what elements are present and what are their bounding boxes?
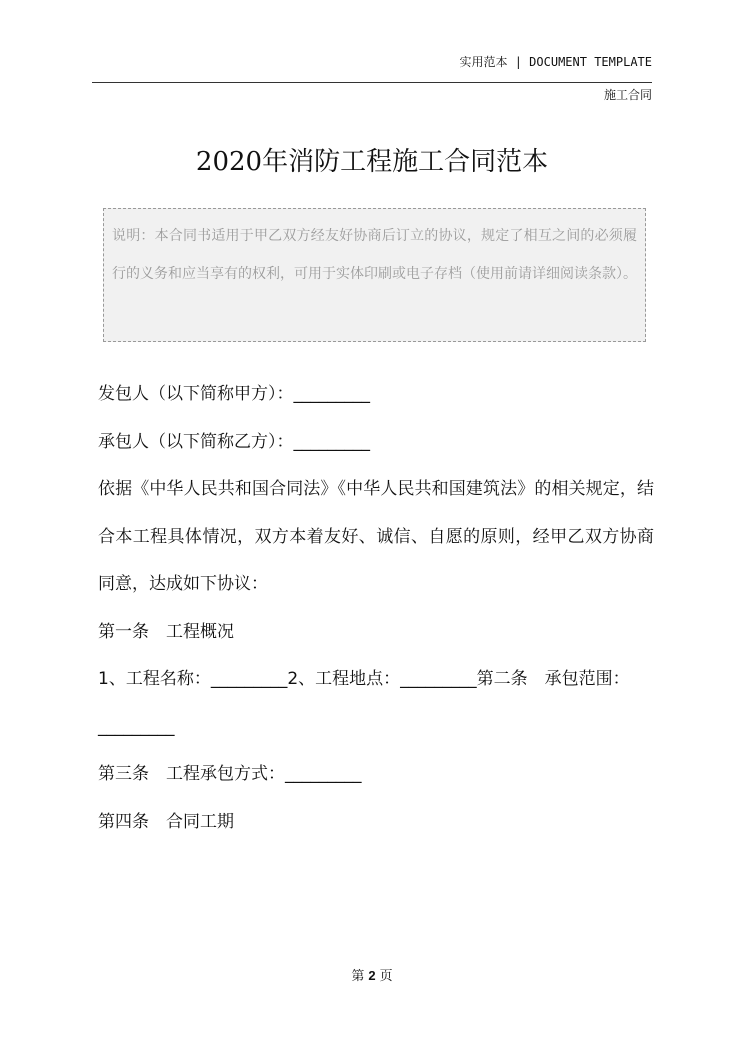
page-footer xyxy=(0,965,744,984)
paragraph-project-info: 1、工程名称：_________2、工程地点：_________第二条 承包范围： xyxy=(98,669,630,689)
paragraph-article-1: 第一条 工程概况 xyxy=(98,621,234,642)
paragraph-party-a: 发包人（以下简称甲方）：_________ xyxy=(98,384,370,404)
footer-suffix: 页 xyxy=(379,969,393,984)
document-body xyxy=(98,371,654,846)
paragraph-article-3: 第三条 工程承包方式：_________ xyxy=(98,764,362,784)
note-box xyxy=(103,208,646,342)
footer-prefix: 第 xyxy=(351,969,365,984)
header-category: 施工合同 xyxy=(603,88,652,102)
document-title: 2020年消防工程施工合同范本 xyxy=(195,147,549,177)
note-text: 说明：本合同书适用于甲乙双方经友好协商后订立的协议，规定了相互之间的必须履行的义务和应当享有的权利，可用于实体印刷或电子存档（使用前请详细阅读条款）。 xyxy=(112,228,637,282)
header-brand: 实用范本 | DOCUMENT TEMPLATE xyxy=(459,55,652,69)
header-divider xyxy=(92,82,652,83)
page-number: 2 xyxy=(368,968,376,983)
paragraph-article-4: 第四条 合同工期 xyxy=(98,811,234,832)
paragraph-scope-blank: _________ xyxy=(98,716,175,737)
paragraph-party-b: 承包人（以下简称乙方）：_________ xyxy=(98,431,370,452)
paragraph-basis: 依据《中华人民共和国合同法》《中华人民共和国建筑法》的相关规定，结合本工程具体情况，双方本着友好、诚信、自愿的原则，经甲乙双方协商同意，达成如下协议： xyxy=(98,479,654,594)
